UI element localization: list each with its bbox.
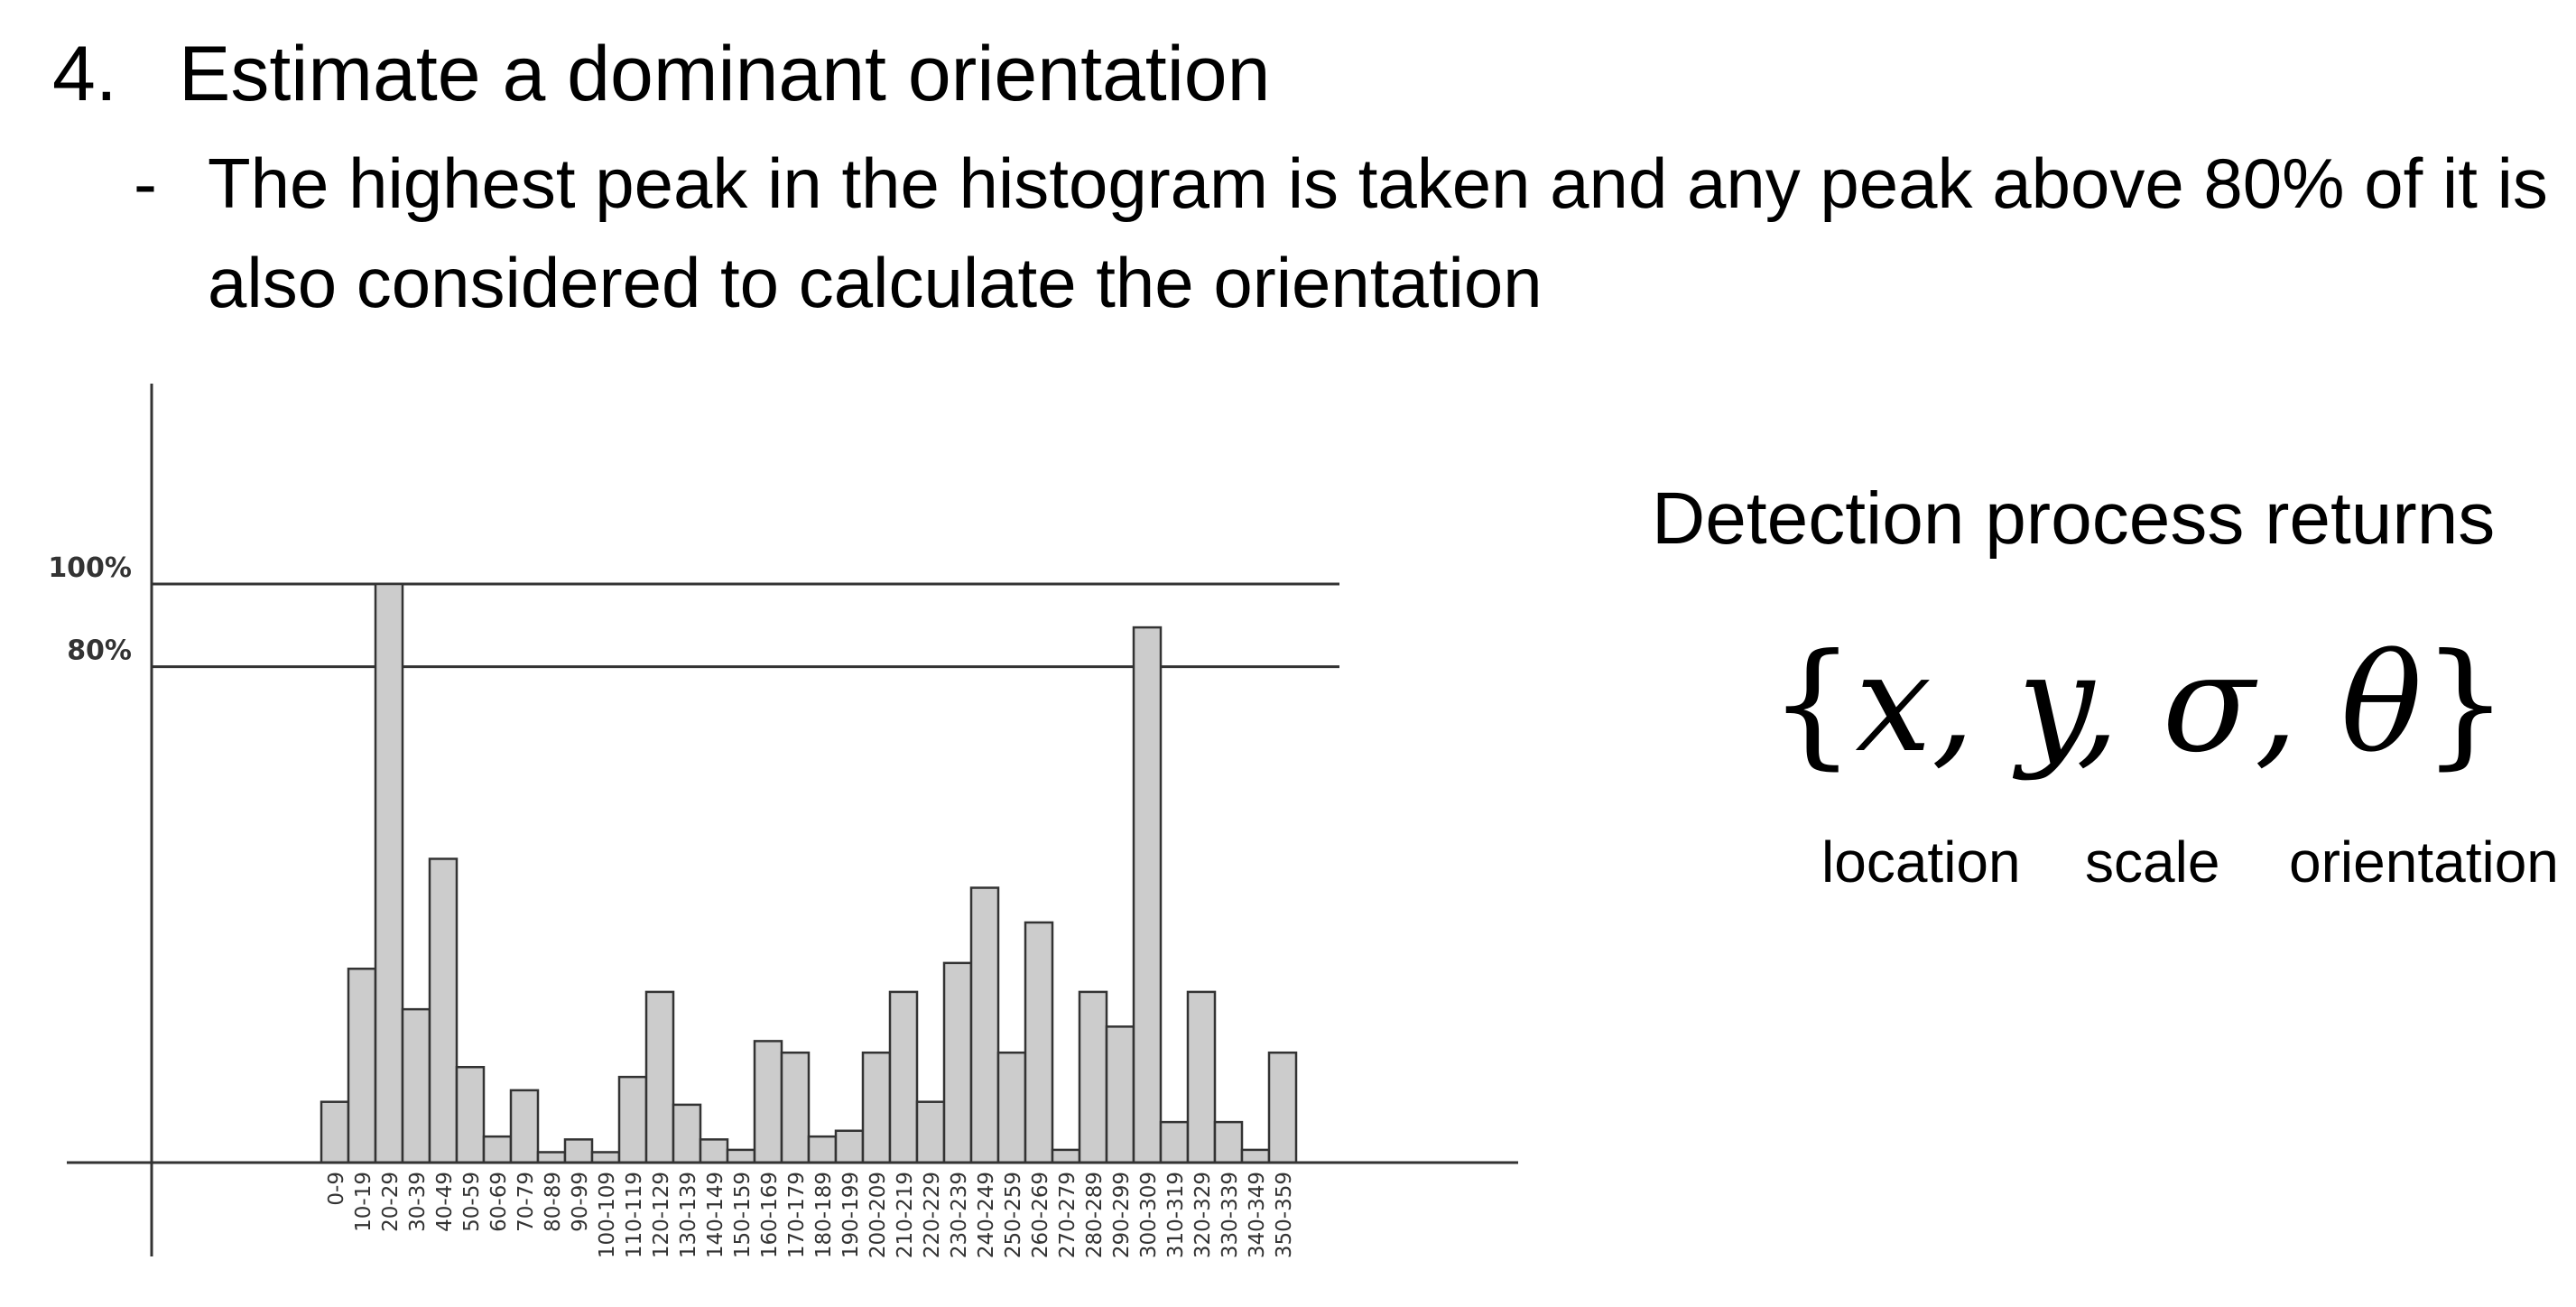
bullet-marker: - [134, 144, 157, 223]
tick-label: 50-59 [460, 1172, 484, 1232]
bar-250-259 [998, 1052, 1025, 1163]
tick-label: 150-159 [731, 1172, 755, 1259]
detection-title: Detection process returns [1652, 477, 2496, 560]
bar-50-59 [457, 1067, 484, 1163]
bar-80-89 [538, 1152, 565, 1163]
tick-label: 60-69 [487, 1172, 511, 1232]
bar-350-359 [1269, 1052, 1296, 1163]
bar-160-169 [755, 1041, 782, 1163]
tick-label: 290-299 [1110, 1172, 1134, 1259]
orientation-histogram [0, 361, 1534, 1307]
bar-140-149 [700, 1139, 727, 1163]
bar-110-119 [619, 1077, 646, 1163]
bar-120-129 [646, 992, 673, 1163]
bar-340-349 [1242, 1150, 1269, 1163]
bar-150-159 [727, 1150, 755, 1163]
bar-60-69 [484, 1136, 511, 1163]
bar-40-49 [430, 858, 457, 1163]
tick-label: 210-219 [894, 1172, 917, 1259]
tick-label: 90-99 [569, 1172, 592, 1232]
bar-320-329 [1188, 992, 1215, 1163]
tick-label: 270-279 [1056, 1172, 1080, 1259]
tick-label: 130-139 [677, 1172, 700, 1259]
bar-280-289 [1080, 992, 1107, 1163]
bar-290-299 [1107, 1026, 1134, 1163]
bar-100-109 [592, 1152, 619, 1163]
bar-240-249 [971, 888, 998, 1163]
bar-180-189 [809, 1136, 836, 1163]
section-number: 4. [52, 31, 117, 117]
formula-open-brace: { [1769, 626, 1856, 783]
tick-label: 110-119 [623, 1172, 646, 1259]
tick-label: 70-79 [514, 1172, 538, 1232]
tick-label: 250-259 [1002, 1172, 1025, 1259]
bar-200-209 [863, 1052, 890, 1163]
bar-0-9 [321, 1102, 348, 1163]
reference-line-label: 100% [48, 552, 132, 584]
x-tick-labels [325, 1172, 1296, 1258]
bar-270-279 [1052, 1150, 1080, 1163]
tick-label: 340-349 [1246, 1172, 1269, 1259]
tick-label: 40-49 [433, 1172, 457, 1232]
bar-20-29 [375, 584, 403, 1163]
histogram-svg [0, 361, 1534, 1307]
section-title: Estimate a dominant orientation [179, 31, 1271, 117]
bar-230-239 [944, 963, 971, 1163]
label-orientation: orientation [2289, 830, 2559, 895]
tick-label: 190-199 [839, 1172, 863, 1259]
tick-label: 10-19 [352, 1172, 375, 1232]
tick-label: 0-9 [325, 1172, 348, 1206]
label-scale: scale [2085, 830, 2220, 895]
tick-label: 350-359 [1273, 1172, 1296, 1259]
formula-body: x, y, σ, θ [1855, 626, 2423, 783]
bar-10-19 [348, 969, 375, 1163]
tick-label: 20-29 [379, 1172, 403, 1232]
bar-170-179 [782, 1052, 809, 1163]
bar-330-339 [1215, 1122, 1242, 1163]
tick-label: 320-329 [1191, 1172, 1215, 1259]
formula-close-brace: } [2422, 626, 2509, 783]
tick-label: 80-89 [542, 1172, 565, 1232]
tick-label: 120-129 [650, 1172, 673, 1259]
keypoint-formula [1769, 623, 2508, 785]
tick-label: 170-179 [785, 1172, 809, 1259]
tick-label: 310-319 [1164, 1172, 1188, 1259]
tick-label: 100-109 [596, 1172, 619, 1259]
tick-label: 260-269 [1029, 1172, 1052, 1259]
bar-90-99 [565, 1139, 592, 1163]
bar-30-39 [403, 1009, 430, 1163]
tick-label: 330-339 [1219, 1172, 1242, 1259]
tick-label: 220-229 [921, 1172, 944, 1259]
bar-130-139 [673, 1105, 700, 1163]
tick-label: 300-309 [1137, 1172, 1161, 1259]
tick-label: 200-209 [866, 1172, 890, 1259]
bar-210-219 [890, 992, 917, 1163]
tick-label: 160-169 [758, 1172, 782, 1259]
bar-310-319 [1161, 1122, 1188, 1163]
bullet-text: The highest peak in the histogram is taken and any peak above 80% of it is also considered to calculate the orientation [208, 144, 2548, 322]
bar-260-269 [1025, 922, 1052, 1163]
reference-line-label: 80% [67, 635, 132, 667]
tick-label: 180-189 [812, 1172, 836, 1259]
label-location: location [1821, 830, 2021, 895]
bar-70-79 [511, 1090, 538, 1163]
histogram-bars [321, 584, 1296, 1163]
bar-300-309 [1134, 627, 1161, 1163]
bar-220-229 [917, 1102, 944, 1163]
section-heading [52, 20, 1270, 128]
bar-190-199 [836, 1131, 863, 1163]
tick-label: 140-149 [704, 1172, 727, 1259]
tick-label: 240-249 [975, 1172, 998, 1259]
tick-label: 230-239 [948, 1172, 971, 1259]
tick-label: 280-289 [1083, 1172, 1107, 1259]
tick-label: 30-39 [406, 1172, 430, 1232]
